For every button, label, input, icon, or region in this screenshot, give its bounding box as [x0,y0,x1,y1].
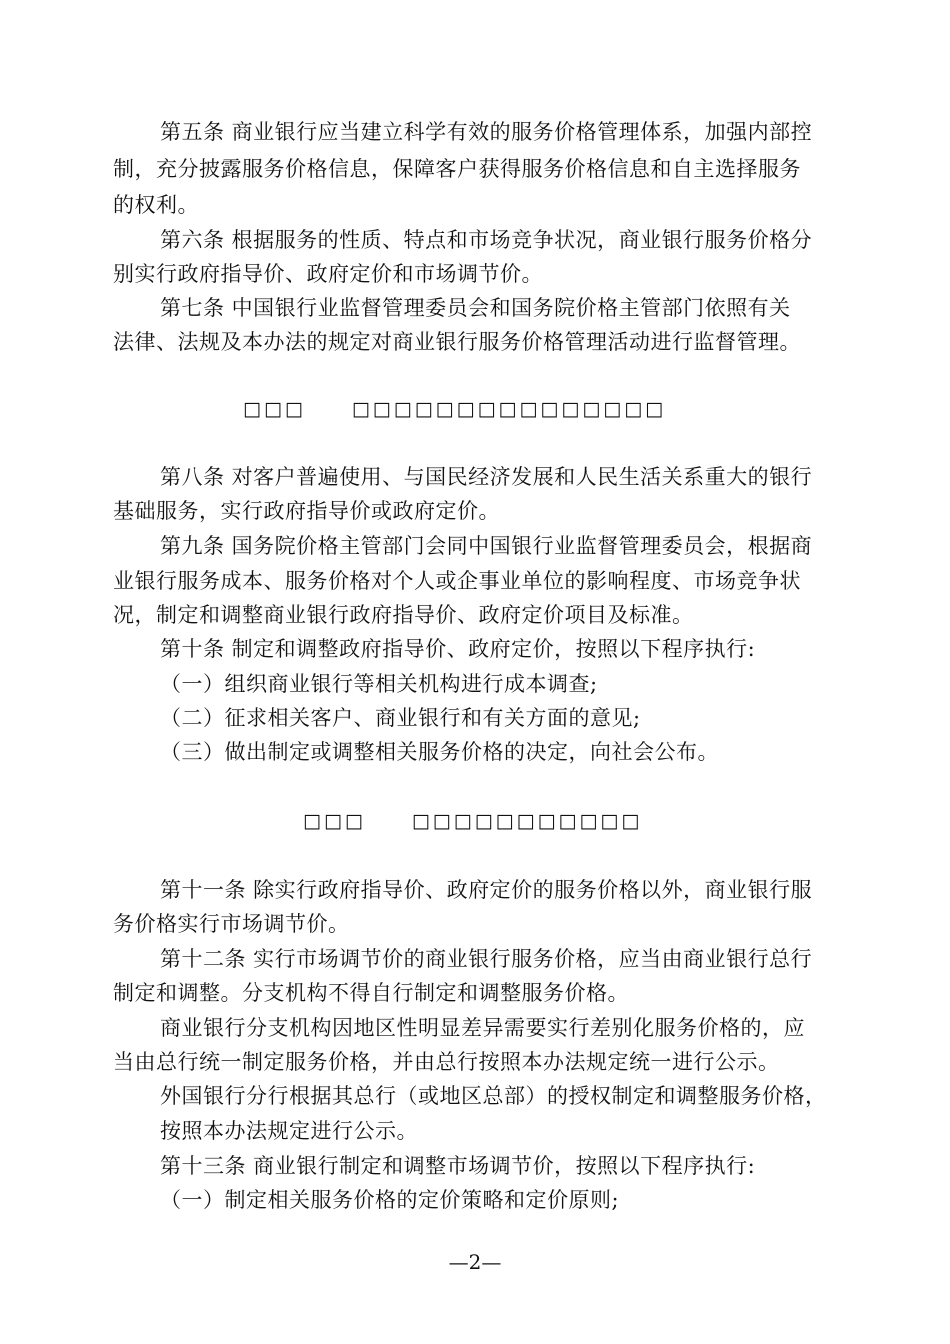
paragraph-line: 制，充分披露服务价格信息，保障客户获得服务价格信息和自主选择服务 [113,157,801,181]
paragraph-line: 务价格实行市场调节价。 [113,912,350,936]
paragraph-line: 法律、法规及本办法的规定对商业银行服务价格管理活动进行监督管理。 [113,330,801,354]
paragraph-line: 基础服务，实行政府指导价或政府定价。 [113,499,500,523]
paragraph-line: 第九条 国务院价格主管部门会同中国银行业监督管理委员会，根据商 [160,534,813,558]
paragraph-line: 业银行服务成本、服务价格对个人或企事业单位的影响程度、市场竞争状 [113,569,801,593]
paragraph-line: 第十三条 商业银行制定和调整市场调节价，按照以下程序执行: [160,1154,756,1178]
paragraph-line: 按照本办法规定进行公示。 [160,1119,418,1143]
paragraph-line: 第十条 制定和调整政府指导价、政府定价，按照以下程序执行: [160,637,756,661]
paragraph-line: 第八条 对客户普遍使用、与国民经济发展和人民生活关系重大的银行 [160,465,813,489]
chapter-title: □□□□□□□□□□□ [411,810,643,832]
chapter-number: □□□ [303,810,366,832]
chapter-title: □□□□□□□□□□□□□□□ [351,398,667,420]
chapter-number: □□□ [243,398,306,420]
paragraph-line: 第十一条 除实行政府指导价、政府定价的服务价格以外，商业银行服 [160,878,813,902]
chapter-heading [0,806,950,836]
list-item: （二）征求相关客户、商业银行和有关方面的意见; [160,706,641,730]
paragraph-line: 制定和调整。分支机构不得自行制定和调整服务价格。 [113,981,629,1005]
list-item: （一）制定相关服务价格的定价策略和定价原则; [160,1188,620,1212]
page-number: —2— [448,1250,502,1274]
paragraph-line: 的权利。 [113,193,199,217]
paragraph-line: 当由总行统一制定服务价格，并由总行按照本办法规定统一进行公示。 [113,1050,780,1074]
list-item: （三）做出制定或调整相关服务价格的决定，向社会公布。 [160,740,719,764]
paragraph-line: 外国银行分行根据其总行（或地区总部）的授权制定和调整服务价格， [160,1084,827,1108]
paragraph-line: 商业银行分支机构因地区性明显差异需要实行差别化服务价格的，应 [160,1016,805,1040]
paragraph-line: 第十二条 实行市场调节价的商业银行服务价格，应当由商业银行总行 [160,947,813,971]
paragraph-line: 别实行政府指导价、政府定价和市场调节价。 [113,262,543,286]
paragraph-line: 第六条 根据服务的性质、特点和市场竞争状况，商业银行服务价格分 [160,228,813,252]
paragraph-line: 第七条 中国银行业监督管理委员会和国务院价格主管部门依照有关 [160,296,791,320]
list-item: （一）组织商业银行等相关机构进行成本调查; [160,672,598,696]
paragraph-line: 况，制定和调整商业银行政府指导价、政府定价项目及标准。 [113,603,694,627]
chapter-heading [0,394,950,424]
paragraph-line: 第五条 商业银行应当建立科学有效的服务价格管理体系，加强内部控 [160,120,813,144]
